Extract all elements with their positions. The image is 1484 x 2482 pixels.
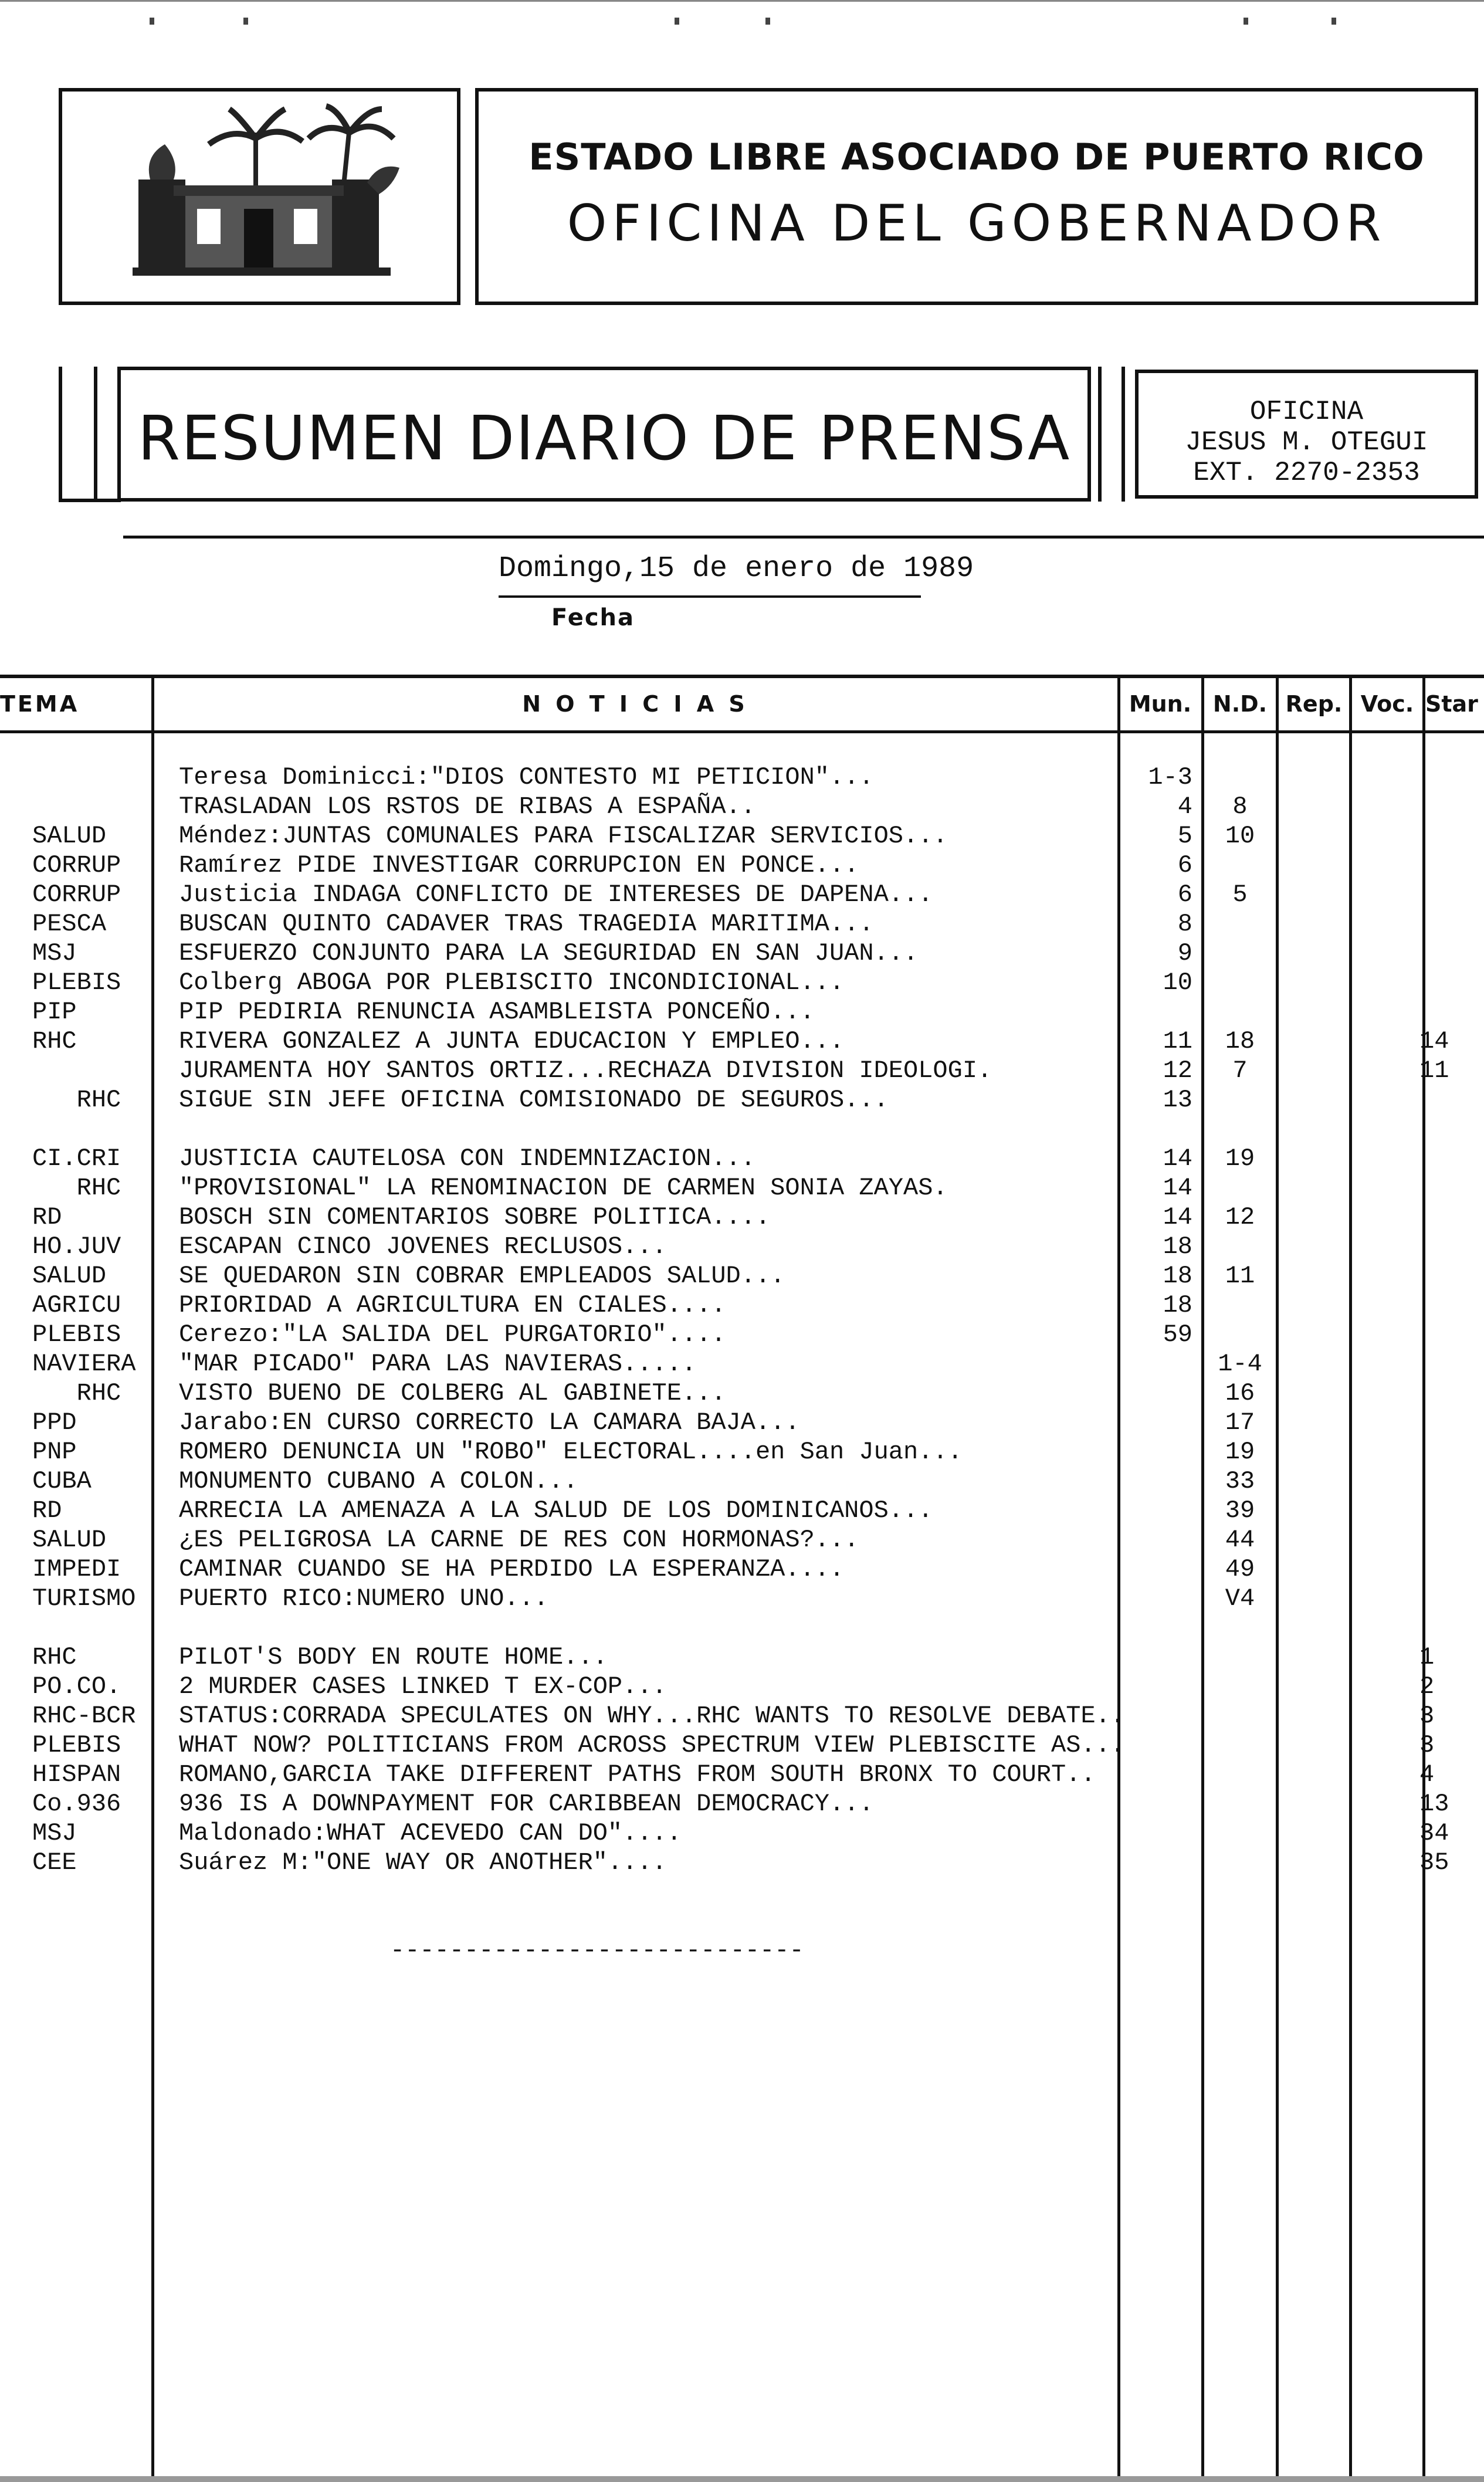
banner-title: RESUMEN DIARIO DE PRENSA [137, 402, 1071, 474]
table-row [0, 851, 1484, 880]
row-noticia: 936 IS A DOWNPAYMENT FOR CARIBBEAN DEMOCRACY... [179, 1790, 874, 1818]
table-row [0, 1437, 1484, 1467]
row-tema: PLEBIS [32, 1320, 121, 1349]
table-row [0, 1115, 1484, 1144]
row-tema: RD [32, 1496, 62, 1525]
row-nd: 1-4 [1218, 1350, 1262, 1378]
table-row [0, 1320, 1484, 1349]
row-tema: PIP [32, 998, 77, 1026]
table-row [0, 909, 1484, 939]
row-noticia: PIP PEDIRIA RENUNCIA ASAMBLEISTA PONCEÑO... [179, 998, 815, 1026]
col-header-tema: TEMA [0, 691, 80, 717]
col-header-voc: Voc. [1360, 691, 1414, 717]
table-row [0, 1349, 1484, 1379]
table-row [0, 1027, 1484, 1056]
row-mun: 14 [1163, 1145, 1192, 1173]
bottom-edge-rule [0, 2476, 1484, 2482]
row-mun: 1-3 [1148, 763, 1192, 791]
table-row [0, 1525, 1484, 1555]
row-noticia: TRASLADAN LOS RSTOS DE RIBAS A ESPAÑA.. [179, 793, 755, 821]
row-tema: NAVIERA [32, 1350, 136, 1378]
row-tema: RHC [32, 1643, 77, 1671]
row-nd: 7 [1232, 1057, 1248, 1085]
row-tema: MSJ [32, 939, 77, 967]
footer-dashes: ---------------------------- [390, 1936, 804, 1965]
table-row [0, 1701, 1484, 1731]
row-nd: 33 [1225, 1467, 1255, 1495]
table-row [0, 1085, 1484, 1115]
row-tema: PLEBIS [32, 969, 121, 997]
row-noticia: Méndez:JUNTAS COMUNALES PARA FISCALIZAR SERVICIOS... [179, 822, 948, 850]
row-mun: 8 [1177, 910, 1192, 938]
row-star: 2 [1419, 1672, 1435, 1701]
row-nd: 19 [1225, 1145, 1255, 1173]
row-tema: CEE [32, 1848, 77, 1877]
row-noticia: ROMERO DENUNCIA UN "ROBO" ELECTORAL....en San Juan... [179, 1438, 963, 1466]
row-tema: CORRUP [32, 851, 121, 879]
row-tema: HISPAN [32, 1760, 121, 1789]
row-noticia: "PROVISIONAL" LA RENOMINACION DE CARMEN SONIA ZAYAS. [179, 1174, 948, 1202]
row-star: 1 [1419, 1643, 1435, 1671]
row-mun: 10 [1163, 969, 1192, 997]
row-tema: IMPEDI [32, 1555, 121, 1583]
row-mun: 12 [1163, 1057, 1192, 1085]
row-nd: 8 [1232, 793, 1248, 821]
row-mun: 9 [1177, 939, 1192, 967]
row-tema: RHC [32, 1027, 77, 1055]
row-noticia: WHAT NOW? POLITICIANS FROM ACROSS SPECTRUM VIEW PLEBISCITE AS... [179, 1731, 1126, 1759]
row-noticia: STATUS:CORRADA SPECULATES ON WHY...RHC WANTS TO RESOLVE DEBATE.. [179, 1702, 1126, 1730]
row-mun: 11 [1163, 1027, 1192, 1055]
row-star: 35 [1419, 1848, 1449, 1877]
table-row [0, 763, 1484, 792]
row-tema: PESCA [32, 910, 107, 938]
table-row [0, 1643, 1484, 1672]
row-nd: 19 [1225, 1438, 1255, 1466]
row-noticia: ESCAPAN CINCO JOVENES RECLUSOS... [179, 1232, 667, 1261]
row-mun: 5 [1177, 822, 1192, 850]
row-tema: SALUD [32, 822, 107, 850]
table-row [0, 1496, 1484, 1525]
row-nd: 44 [1225, 1526, 1255, 1554]
table-row [0, 880, 1484, 909]
row-tema: PLEBIS [32, 1731, 121, 1759]
row-nd: 10 [1225, 822, 1255, 850]
row-mun: 18 [1163, 1291, 1192, 1319]
table-row [0, 1819, 1484, 1848]
row-tema: SALUD [32, 1262, 107, 1290]
table-row [0, 1731, 1484, 1760]
row-nd: 49 [1225, 1555, 1255, 1583]
col-header-noticias: N O T I C I A S [522, 691, 748, 717]
row-tema: RHC [32, 1379, 121, 1407]
row-tema: RHC-BCR [32, 1702, 136, 1730]
row-star: 34 [1419, 1819, 1449, 1847]
row-noticia: ¿ES PELIGROSA LA CARNE DE RES CON HORMONAS?... [179, 1526, 859, 1554]
row-noticia: BOSCH SIN COMENTARIOS SOBRE POLITICA.... [179, 1203, 771, 1231]
row-mun: 14 [1163, 1203, 1192, 1231]
row-tema: SALUD [32, 1526, 107, 1554]
row-mun: 18 [1163, 1232, 1192, 1261]
table-row [0, 792, 1484, 821]
row-star: 14 [1419, 1027, 1449, 1055]
office-line-2: JESUS M. OTEGUI [1185, 427, 1428, 458]
row-noticia: VISTO BUENO DE COLBERG AL GABINETE... [179, 1379, 726, 1407]
row-tema: PPD [32, 1408, 77, 1437]
table-row [0, 1613, 1484, 1643]
row-noticia: PILOT'S BODY EN ROUTE HOME... [179, 1643, 608, 1671]
row-nd: 5 [1232, 881, 1248, 909]
row-tema: RD [32, 1203, 62, 1231]
office-line-3: EXT. 2270-2353 [1193, 458, 1420, 488]
row-noticia: Maldonado:WHAT ACEVEDO CAN DO".... [179, 1819, 682, 1847]
row-noticia: PRIORIDAD A AGRICULTURA EN CIALES.... [179, 1291, 726, 1319]
row-mun: 4 [1177, 793, 1192, 821]
row-noticia: ROMANO,GARCIA TAKE DIFFERENT PATHS FROM SOUTH BRONX TO COURT.. [179, 1760, 1096, 1789]
row-star: 3 [1419, 1731, 1435, 1759]
table-row [0, 968, 1484, 997]
row-noticia: "MAR PICADO" PARA LAS NAVIERAS..... [179, 1350, 697, 1378]
row-noticia: MONUMENTO CUBANO A COLON... [179, 1467, 578, 1495]
date-label: Fecha [551, 604, 635, 631]
row-nd: 17 [1225, 1408, 1255, 1437]
table-row [0, 939, 1484, 968]
row-tema: CUBA [32, 1467, 92, 1495]
row-noticia: Cerezo:"LA SALIDA DEL PURGATORIO".... [179, 1320, 726, 1349]
row-noticia: Suárez M:"ONE WAY OR ANOTHER".... [179, 1848, 667, 1877]
row-mun: 18 [1163, 1262, 1192, 1290]
table-row [0, 1291, 1484, 1320]
row-tema: Co.936 [32, 1790, 121, 1818]
table-row [0, 1672, 1484, 1701]
row-nd: 16 [1225, 1379, 1255, 1407]
table-row [0, 1584, 1484, 1613]
col-header-nd: N.D. [1212, 691, 1268, 717]
row-tema: AGRICU [32, 1291, 121, 1319]
row-tema: CI.CRI [32, 1145, 121, 1173]
row-noticia: Justicia INDAGA CONFLICTO DE INTERESES DE DAPENA... [179, 881, 933, 909]
row-tema: TURISMO [32, 1584, 136, 1613]
row-noticia: ESFUERZO CONJUNTO PARA LA SEGURIDAD EN SAN JUAN... [179, 939, 919, 967]
row-tema: PNP [32, 1438, 77, 1466]
row-noticia: PUERTO RICO:NUMERO UNO... [179, 1584, 549, 1613]
row-nd: 12 [1225, 1203, 1255, 1231]
row-star: 4 [1419, 1760, 1435, 1789]
row-tema: PO.CO. [32, 1672, 121, 1701]
row-nd: 39 [1225, 1496, 1255, 1525]
header-line-1: ESTADO LIBRE ASOCIADO DE PUERTO RICO [528, 136, 1425, 178]
row-star: 11 [1419, 1057, 1449, 1085]
row-tema: HO.JUV [32, 1232, 121, 1261]
table-row [0, 1848, 1484, 1877]
row-tema: CORRUP [32, 881, 121, 909]
table-row [0, 1789, 1484, 1819]
row-noticia: Teresa Dominicci:"DIOS CONTESTO MI PETICION"... [179, 763, 874, 791]
row-nd: V4 [1225, 1584, 1255, 1613]
row-noticia: SIGUE SIN JEFE OFICINA COMISIONADO DE SEGUROS... [179, 1086, 889, 1114]
header-line-2: OFICINA DEL GOBERNADOR [567, 194, 1387, 253]
table-row [0, 1467, 1484, 1496]
table-row [0, 1173, 1484, 1203]
row-noticia: RIVERA GONZALEZ A JUNTA EDUCACION Y EMPLEO... [179, 1027, 845, 1055]
row-tema: RHC [32, 1086, 121, 1114]
row-noticia: CAMINAR CUANDO SE HA PERDIDO LA ESPERANZA.... [179, 1555, 845, 1583]
col-header-star: Star [1425, 691, 1478, 717]
row-mun: 13 [1163, 1086, 1192, 1114]
table-row [0, 1760, 1484, 1789]
row-star: 3 [1419, 1702, 1435, 1730]
row-noticia: ARRECIA LA AMENAZA A LA SALUD DE LOS DOMINICANOS... [179, 1496, 933, 1525]
row-noticia: SE QUEDARON SIN COBRAR EMPLEADOS SALUD... [179, 1262, 785, 1290]
table-row [0, 1408, 1484, 1437]
row-noticia: Ramírez PIDE INVESTIGAR CORRUPCION EN PONCE... [179, 851, 859, 879]
row-mun: 6 [1177, 851, 1192, 879]
table-row [0, 1261, 1484, 1291]
row-star: 13 [1419, 1790, 1449, 1818]
table-row [0, 1555, 1484, 1584]
date-value: Domingo,15 de enero de 1989 [499, 552, 974, 585]
row-noticia: JURAMENTA HOY SANTOS ORTIZ...RECHAZA DIVISION IDEOLOGI. [179, 1057, 992, 1085]
row-tema: RHC [32, 1174, 121, 1202]
row-noticia: Colberg ABOGA POR PLEBISCITO INCONDICIONAL... [179, 969, 845, 997]
table-row [0, 1379, 1484, 1408]
row-nd: 11 [1225, 1262, 1255, 1290]
row-mun: 6 [1177, 881, 1192, 909]
col-header-mun: Mun. [1129, 691, 1192, 717]
row-noticia: BUSCAN QUINTO CADAVER TRAS TRAGEDIA MARITIMA... [179, 910, 874, 938]
table-row [0, 821, 1484, 851]
row-mun: 14 [1163, 1174, 1192, 1202]
table-row [0, 1056, 1484, 1085]
table-row [0, 1203, 1484, 1232]
row-tema: MSJ [32, 1819, 77, 1847]
row-mun: 59 [1163, 1320, 1192, 1349]
row-noticia: JUSTICIA CAUTELOSA CON INDEMNIZACION... [179, 1145, 755, 1173]
row-nd: 18 [1225, 1027, 1255, 1055]
table-row [0, 1232, 1484, 1261]
row-noticia: Jarabo:EN CURSO CORRECTO LA CAMARA BAJA... [179, 1408, 800, 1437]
table-row [0, 997, 1484, 1027]
col-header-rep: Rep. [1285, 691, 1343, 717]
office-line-1: OFICINA [1249, 397, 1364, 427]
row-noticia: 2 MURDER CASES LINKED T EX-COP... [179, 1672, 667, 1701]
table-row [0, 1144, 1484, 1173]
